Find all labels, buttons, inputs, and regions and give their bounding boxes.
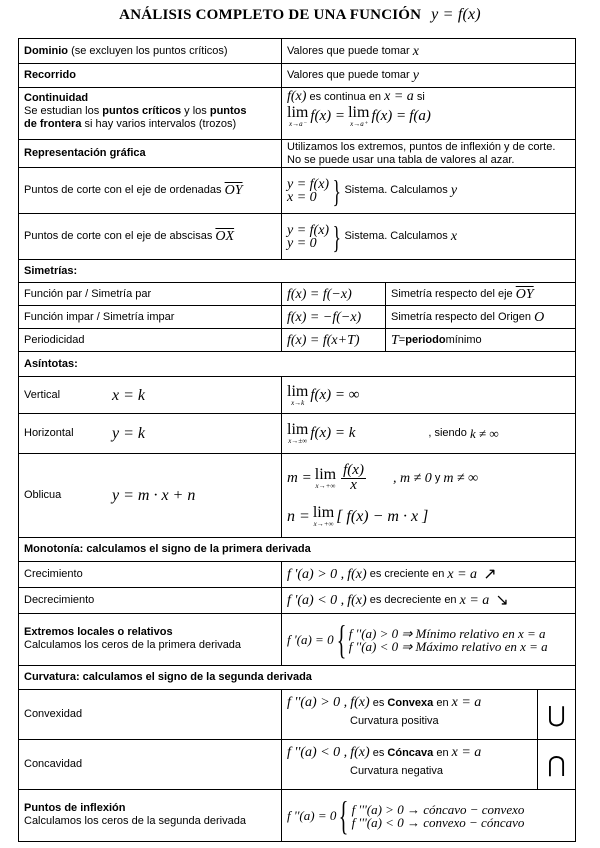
impar-label: Función impar / Simetría impar xyxy=(24,310,175,323)
oblicua-cond-a: , m ≠ 0 xyxy=(392,470,432,486)
convexidad-bold: Convexa xyxy=(387,697,434,709)
row-horizontal xyxy=(19,413,575,453)
axis-ox: $\overline{OX}$ xyxy=(215,229,235,244)
horizontal-label: Horizontal xyxy=(24,427,74,439)
fraction: $\frac{f(x)}{x}$ xyxy=(343,462,364,493)
row-convexidad xyxy=(19,689,575,739)
asintotas-header: Asíntotas: xyxy=(24,357,78,370)
continuidad-fx-2: f(x) = xyxy=(371,108,407,124)
convexidad-en: en xyxy=(436,697,449,709)
section-curvatura xyxy=(19,665,575,689)
concavidad-sub: Curvatura negativa xyxy=(350,765,443,777)
crecimiento-label: Crecimiento xyxy=(24,568,83,580)
simetrias-header: Simetrías: xyxy=(24,264,78,277)
concavidad-bold: Cóncava xyxy=(387,747,434,759)
horizontal-expr: f(x) = k xyxy=(310,425,356,441)
horizontal-eq: y = k xyxy=(112,425,145,442)
lim-oblicua-n: lim x→+∞ xyxy=(312,503,335,528)
row-periodicidad xyxy=(19,328,575,351)
representacion-desc: Utilizamos los extremos, puntos de inflexión y de corte. No se puede usar una tabla de valores al azar. xyxy=(287,140,556,166)
row-continuidad xyxy=(19,87,575,139)
vertical-label: Vertical xyxy=(24,388,61,401)
corte-oy-eq2: x = 0 xyxy=(287,189,317,205)
extremos-label: Extremos locales o relativos xyxy=(24,626,173,638)
corte-oy-eq1: y = f(x) xyxy=(287,176,330,192)
lim-right: lim x→a⁺ xyxy=(348,104,370,128)
dominio-label: Dominio xyxy=(24,44,68,57)
par-desc: Simetría respecto del eje xyxy=(391,287,513,300)
page-title xyxy=(0,6,600,24)
continuidad-cond-expr: f(x) xyxy=(287,89,307,104)
right-brace: } xyxy=(332,218,341,255)
crecimiento-fx: f(x) xyxy=(347,567,367,582)
continuidad-text-a: Se estudian los xyxy=(24,105,103,117)
row-corte-oy xyxy=(19,167,575,213)
continuidad-fx: f(x) = xyxy=(310,108,346,124)
periodicidad-bold: periodo xyxy=(405,333,446,346)
row-impar xyxy=(19,305,575,328)
row-vertical xyxy=(19,376,575,413)
dominio-desc: Valores que puede tomar xyxy=(287,44,410,57)
row-oblicua xyxy=(19,453,575,537)
curvatura-header: Curvatura: calculamos el signo de la segunda derivada xyxy=(24,671,312,683)
crecimiento-at: x = a xyxy=(447,567,478,582)
inflexion-label: Puntos de inflexión xyxy=(24,802,126,814)
lim-horizontal: lim x→±∞ xyxy=(287,421,309,445)
par-eq: f(x) = f(−x) xyxy=(287,286,352,302)
oblicua-m-eq: m = xyxy=(287,469,312,486)
row-dominio xyxy=(19,39,575,63)
vertical-eq: x = k xyxy=(112,386,145,404)
concavidad-es: es xyxy=(372,747,385,759)
monotonia-header: Monotonía: calculamos el signo de la primera derivada xyxy=(24,543,311,555)
oblicua-cond-y: y xyxy=(434,471,441,484)
corte-ox-var: x xyxy=(450,229,458,244)
continuidad-cond-si: si xyxy=(416,91,425,103)
convexidad-fx: f(x) xyxy=(350,695,370,710)
extremos-sub: Calculamos los ceros de la primera derivada xyxy=(24,639,242,651)
concavidad-label: Concavidad xyxy=(24,758,83,770)
row-representacion xyxy=(19,139,575,167)
lim-left: lim x→a⁻ xyxy=(287,104,309,128)
section-monotonia xyxy=(19,537,575,561)
periodicidad-desc: mínimo xyxy=(445,333,482,346)
axis-oy: $\overline{OY}$ xyxy=(224,183,243,198)
extremos-minimo: f ''(a) > 0 ⇒ Mínimo relativo en x = a xyxy=(348,625,546,641)
row-extremos xyxy=(19,613,575,665)
corte-ox-eq2: y = 0 xyxy=(287,235,317,251)
recorrido-label: Recorrido xyxy=(24,69,76,81)
vertical-expr: f(x) = ∞ xyxy=(310,386,360,403)
arrow-down-right-icon: ↘ xyxy=(495,592,509,609)
decrecimiento-cond: f '(a) < 0 , xyxy=(287,593,345,608)
continuidad-text-c: si hay varios intervalos (trozos) xyxy=(81,118,237,130)
cup-icon: ⋃ xyxy=(547,702,566,727)
oblicua-n-expr: [ f(x) − m · x ] xyxy=(336,507,429,525)
continuidad-cond-at: x = a xyxy=(384,89,414,104)
title-formula: y = f(x) xyxy=(431,6,481,23)
periodicidad-desc-eq: = xyxy=(398,333,406,346)
convexidad-at: x = a xyxy=(451,695,482,710)
recorrido-desc: Valores que puede tomar xyxy=(287,69,410,81)
continuidad-label: Continuidad xyxy=(24,92,89,104)
cap-icon: ⋂ xyxy=(547,752,566,777)
crecimiento-text: es creciente en xyxy=(369,568,445,580)
concavidad-en: en xyxy=(436,747,449,759)
right-brace: } xyxy=(332,172,341,209)
title-text: ANÁLISIS COMPLETO DE UNA FUNCIÓN xyxy=(119,7,422,23)
corte-oy-text: Sistema. Calculamos xyxy=(344,184,448,196)
corte-oy-label: Puntos de corte con el eje de ordenadas xyxy=(24,184,222,196)
corte-ox-label: Puntos de corte con el eje de abscisas xyxy=(24,230,213,242)
concavidad-fx: f(x) xyxy=(350,745,370,760)
left-brace: { xyxy=(336,616,346,662)
inflexion-line-2: f '''(a) < 0 → convexo − cóncavo xyxy=(351,814,525,830)
continuidad-text-b: y los xyxy=(181,105,210,117)
periodicidad-T: T xyxy=(391,332,399,348)
convexidad-cond: f ''(a) > 0 , xyxy=(287,695,348,710)
convexidad-label: Convexidad xyxy=(24,708,83,720)
impar-eq: f(x) = −f(−x) xyxy=(287,309,362,325)
row-recorrido xyxy=(19,63,575,87)
concavidad-at: x = a xyxy=(451,745,482,760)
inflexion-sub: Calculamos los ceros de la segunda derivada xyxy=(24,815,246,827)
oblicua-label: Oblicua xyxy=(24,489,62,501)
row-crecimiento xyxy=(19,561,575,587)
par-label: Función par / Simetría par xyxy=(24,287,152,300)
row-corte-ox xyxy=(19,213,575,259)
extremos-maximo: f ''(a) < 0 ⇒ Máximo relativo en x = a xyxy=(348,638,548,654)
decrecimiento-text: es decreciente en xyxy=(369,594,457,606)
corte-oy-var: y xyxy=(450,183,458,198)
continuidad-fa: f(a) xyxy=(409,108,431,124)
impar-axis: O xyxy=(534,309,545,325)
oblicua-eq: y = m · x + n xyxy=(112,487,196,504)
summary-table xyxy=(18,38,576,842)
section-asintotas xyxy=(19,351,575,376)
horizontal-cond: k ≠ ∞ xyxy=(469,426,499,441)
lim-oblicua-m: lim x→+∞ xyxy=(314,465,337,490)
periodicidad-eq: f(x) = f(x+T) xyxy=(287,332,360,348)
row-par xyxy=(19,282,575,305)
dominio-note: (se excluyen los puntos críticos) xyxy=(71,44,228,57)
lim-vertical: lim x→k xyxy=(287,382,309,407)
row-decrecimiento xyxy=(19,587,575,613)
continuidad-bold-a: puntos críticos xyxy=(102,105,182,117)
left-brace: { xyxy=(339,792,349,838)
periodicidad-label: Periodicidad xyxy=(24,333,85,346)
dominio-var: x xyxy=(412,43,419,59)
recorrido-var: y xyxy=(412,68,419,83)
section-simetrias xyxy=(19,259,575,282)
inflexion-line-1: f '''(a) > 0 → cóncavo − convexo xyxy=(351,801,525,817)
oblicua-cond-b: m ≠ ∞ xyxy=(443,470,479,486)
convexidad-es: es xyxy=(372,697,385,709)
impar-desc: Simetría respecto del Origen xyxy=(391,310,532,323)
corte-ox-text: Sistema. Calculamos xyxy=(344,230,448,242)
extremos-eq: f '(a) = 0 xyxy=(287,632,334,647)
continuidad-bold-b: puntos xyxy=(209,105,247,117)
arrow-up-right-icon: ↗ xyxy=(483,566,497,583)
representacion-label: Representación gráfica xyxy=(24,147,146,159)
row-inflexion xyxy=(19,789,575,841)
par-axis: $\overline{OY}$ xyxy=(515,286,534,302)
concavidad-cond: f ''(a) < 0 , xyxy=(287,745,348,760)
continuidad-bold-c: de frontera xyxy=(24,118,82,130)
corte-ox-eq1: y = f(x) xyxy=(287,222,330,238)
inflexion-eq: f ''(a) = 0 xyxy=(287,808,337,823)
crecimiento-cond: f '(a) > 0 , xyxy=(287,567,345,582)
decrecimiento-at: x = a xyxy=(459,593,490,608)
decrecimiento-fx: f(x) xyxy=(347,593,367,608)
convexidad-sub: Curvatura positiva xyxy=(350,715,439,727)
horizontal-note: , siendo xyxy=(428,427,467,439)
oblicua-n-eq: n = xyxy=(287,507,310,525)
row-concavidad xyxy=(19,739,575,789)
decrecimiento-label: Decrecimiento xyxy=(24,594,95,606)
continuidad-cond-text: es continua en xyxy=(309,91,382,103)
